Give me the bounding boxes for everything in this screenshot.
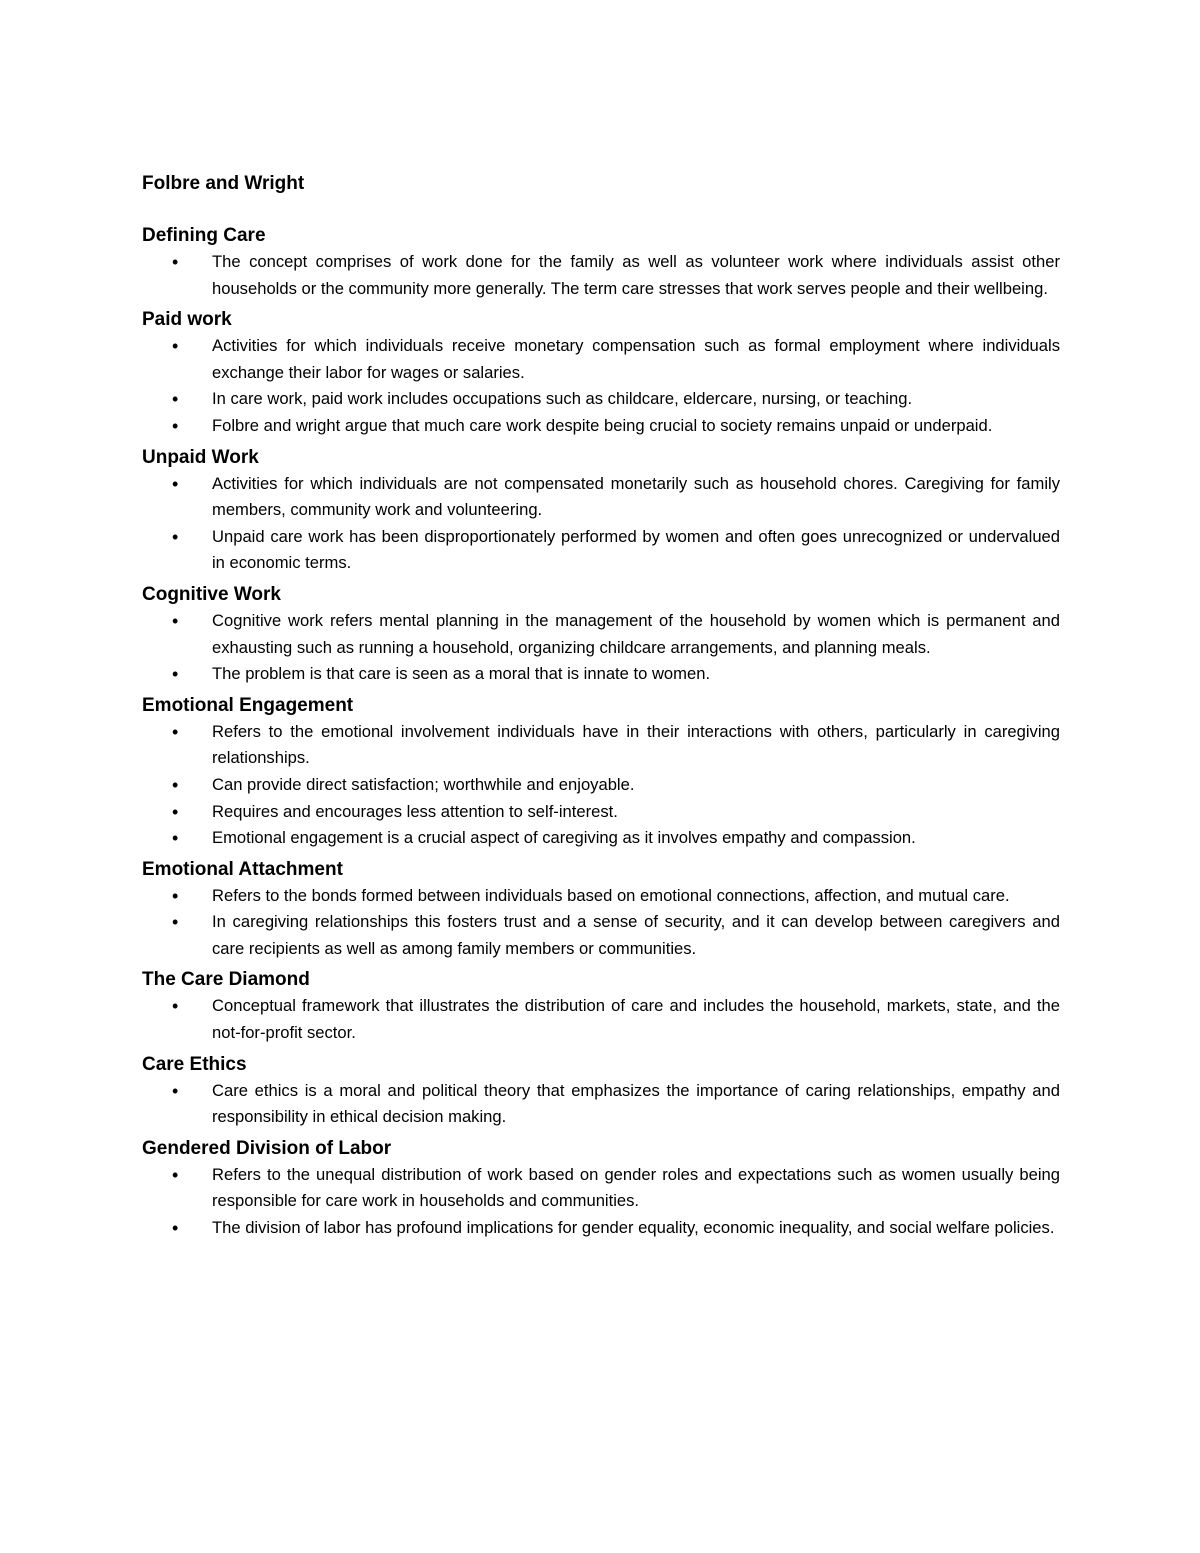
bullet-item: • Can provide direct satisfaction; worthwhile and enjoyable.	[142, 772, 1060, 799]
bullet-list	[142, 993, 1060, 1046]
bullet-list	[142, 883, 1060, 963]
section-heading: Emotional Attachment	[142, 858, 343, 880]
section-heading: Paid work	[142, 309, 232, 331]
section-gendered-division	[142, 1135, 1060, 1242]
bullet-list	[142, 608, 1060, 688]
bullet-item: • Folbre and wright argue that much care work despite being crucial to society remains unpaid or underpaid.	[142, 413, 1060, 440]
bullet-list	[142, 719, 1060, 852]
section-unpaid-work	[142, 444, 1060, 577]
bullet-item: • Requires and encourages less attention to self-interest.	[142, 799, 1060, 826]
bullet-item: • In care work, paid work includes occupations such as childcare, eldercare, nursing, or teaching.	[142, 386, 1060, 413]
section-emotional-attachment	[142, 856, 1060, 963]
bullet-list	[142, 1162, 1060, 1242]
bullet-item: • In caregiving relationships this fosters trust and a sense of security, and it can develop between caregivers and care recipients as well as among family members or communities.	[142, 909, 1060, 962]
section-cognitive-work	[142, 581, 1060, 688]
bullet-item: • Refers to the emotional involvement individuals have in their interactions with others, particularly in caregiving relationships.	[142, 719, 1060, 772]
bullet-item: • Care ethics is a moral and political theory that emphasizes the importance of caring relationships, empathy and responsibility in ethical decision making.	[142, 1078, 1060, 1131]
bullet-item: • Refers to the unequal distribution of work based on gender roles and expectations such as women usually being responsible for care work in households and communities.	[142, 1162, 1060, 1215]
section-emotional-engagement	[142, 692, 1060, 852]
bullet-item: • Conceptual framework that illustrates the distribution of care and includes the household, markets, state, and the not-for-profit sector.	[142, 993, 1060, 1046]
bullet-list	[142, 471, 1060, 577]
section-heading: Cognitive Work	[142, 583, 281, 605]
bullet-list	[142, 333, 1060, 439]
section-defining-care	[142, 222, 1060, 302]
bullet-item: • Cognitive work refers mental planning in the management of the household by women which is permanent and exhausting such as running a household, organizing childcare arrangements, and planning meals.	[142, 608, 1060, 661]
section-care-ethics	[142, 1051, 1060, 1131]
section-heading: Gendered Division of Labor	[142, 1137, 392, 1159]
bullet-item: • Unpaid care work has been disproportionately performed by women and often goes unrecognized or undervalued in economic terms.	[142, 524, 1060, 577]
document-page	[142, 170, 1060, 1246]
section-care-diamond	[142, 966, 1060, 1046]
bullet-item: • Activities for which individuals receive monetary compensation such as formal employment where individuals exchange their labor for wages or salaries.	[142, 333, 1060, 386]
section-heading: Unpaid Work	[142, 446, 259, 468]
section-heading: Defining Care	[142, 225, 266, 246]
section-heading: Care Ethics	[142, 1053, 247, 1075]
bullet-item: • The division of labor has profound implications for gender equality, economic inequality, and social welfare policies.	[142, 1215, 1060, 1242]
bullet-item: • The concept comprises of work done for the family as well as volunteer work where individuals assist other households or the community more generally. The term care stresses that work serves people and their wellbeing.	[142, 249, 1060, 302]
section-paid-work	[142, 306, 1060, 439]
bullet-item: • The problem is that care is seen as a moral that is innate to women.	[142, 661, 1060, 688]
bullet-list	[142, 1078, 1060, 1131]
section-heading: Emotional Engagement	[142, 694, 354, 716]
document-title: Folbre and Wright	[142, 173, 305, 194]
section-heading: The Care Diamond	[142, 969, 310, 991]
bullet-list	[142, 249, 1060, 302]
bullet-item: • Emotional engagement is a crucial aspect of caregiving as it involves empathy and compassion.	[142, 825, 1060, 852]
bullet-item: • Refers to the bonds formed between individuals based on emotional connections, affection, and mutual care.	[142, 883, 1060, 910]
bullet-item: • Activities for which individuals are not compensated monetarily such as household chores. Caregiving for family members, community work and volunteering.	[142, 471, 1060, 524]
